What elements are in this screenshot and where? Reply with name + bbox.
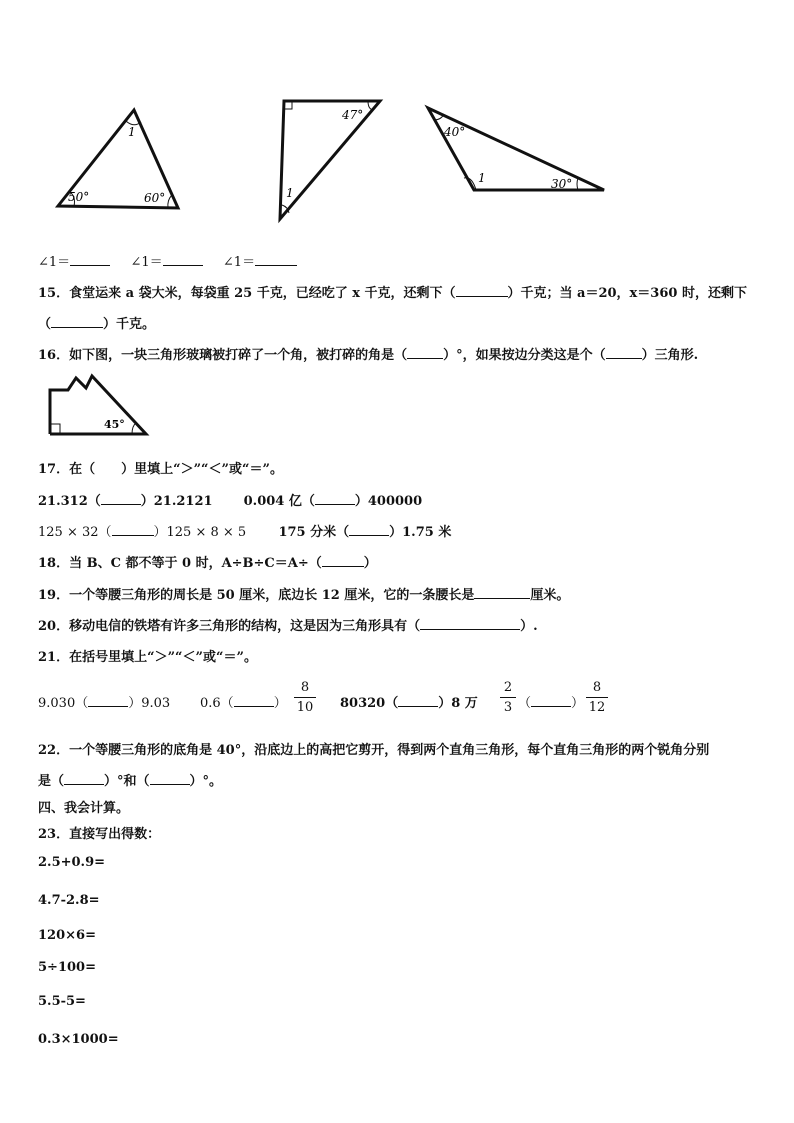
q15-blank-1[interactable] (456, 284, 508, 297)
tri3-angle-right: 30° (551, 177, 573, 191)
q17-r2b-right: ）1.75 米 (389, 525, 452, 540)
q21-d-frac1-den: 3 (503, 700, 513, 715)
angle-answers-row (38, 251, 297, 270)
tri1-angle-left: 50° (68, 190, 90, 204)
q22-line2 (38, 770, 222, 789)
q21-b-blank[interactable] (234, 694, 274, 707)
q20-blank[interactable] (420, 617, 520, 630)
q15-line1 (38, 282, 747, 301)
tri1-angle-top: 1 (128, 125, 136, 139)
q21-a-right: ）9.03 (128, 696, 171, 711)
q18-blank[interactable] (322, 554, 364, 567)
q21-title: 21．在括号里填上“＞”“＜”或“＝”。 (38, 650, 257, 665)
q23-item-6: 0.3×1000= (38, 1032, 119, 1047)
q17-r1a-right: ）21.2121 (140, 494, 213, 509)
tri1-angle-right: 60° (144, 191, 166, 205)
q18-line (38, 552, 377, 571)
q21-c-left: 80320（ (340, 696, 399, 711)
tri3-angle-bottom: 1 (478, 171, 486, 185)
q21-item-a (38, 692, 170, 711)
q23-item-3: 120×6= (38, 928, 96, 943)
q16-angle-label: 45° (104, 418, 125, 431)
q22-line1: 22．一个等腰三角形的底角是 40°，沿底边上的高把它剪开，得到两个直角三角形，每个直角三角形的两个锐角分别 (38, 743, 710, 758)
section-4-heading: 四、我会计算。 (38, 801, 130, 816)
angle-answer-label-3: ∠1＝ (222, 255, 256, 270)
broken-triangle-figure (44, 370, 154, 440)
q17-r2a-blank[interactable] (112, 523, 154, 536)
q15-line2 (38, 313, 155, 332)
angle-answer-label-2: ∠1＝ (130, 255, 163, 270)
q22-text-b: ）°和（ (104, 774, 150, 789)
q21-c-right: ）8 万 (438, 696, 478, 711)
q17-r1a-left: 21.312（ (38, 494, 101, 509)
q21-b-frac-num: 8 (300, 680, 310, 695)
q20-text-b: ）. (520, 619, 538, 634)
q21-d-left: （ (518, 696, 532, 711)
q21-c-blank[interactable] (398, 694, 438, 707)
q21-item-c (340, 692, 478, 711)
q20-text-a: 20．移动电信的铁塔有许多三角形的结构，这是因为三角形具有（ (38, 619, 421, 634)
q21-a-blank[interactable] (88, 694, 128, 707)
q23-item-5: 5.5-5= (38, 994, 86, 1009)
q21-item-b (200, 692, 287, 711)
q19-text-a: 19．一个等腰三角形的周长是 50 厘米，底边长 12 厘米，它的一条腰长是 (38, 588, 475, 603)
q15-blank-2[interactable] (51, 315, 103, 328)
q21-d-fraction-1 (500, 680, 516, 715)
q17-r1b-left: 0.004 亿（ (243, 494, 315, 509)
q17-r1a-blank[interactable] (101, 492, 141, 505)
angle-answer-label-1: ∠1＝ (38, 255, 71, 270)
q17-r1b-blank[interactable] (315, 492, 355, 505)
q23-item-2: 4.7-2.8= (38, 893, 100, 908)
triangle-figure-2 (270, 95, 390, 225)
q17-r2a-left: 125 × 32（ (38, 525, 112, 540)
q17-r2b-left: 175 分米（ (278, 525, 350, 540)
q21-b-right: ） (273, 696, 287, 711)
q21-d-frac1-num: 2 (503, 680, 513, 695)
q18-text-a: 18．当 B、C 都不等于 0 时，A÷B÷C＝A÷（ (38, 556, 322, 571)
q17-r2a-right: ）125 × 8 × 5 (153, 525, 247, 540)
q21-d-right: ） (571, 696, 585, 711)
tri3-angle-left: 40° (444, 125, 466, 139)
q17-r2b-blank[interactable] (349, 523, 389, 536)
triangle-figure-1 (50, 100, 190, 215)
triangle-figure-3 (420, 100, 615, 200)
q23-title: 23．直接写出得数： (38, 827, 161, 842)
q16-text-a: 16．如下图，一块三角形玻璃被打碎了一个角，被打碎的角是（ (38, 348, 408, 363)
q21-a-left: 9.030（ (38, 696, 89, 711)
q16-blank-2[interactable] (606, 346, 642, 359)
q19-line (38, 584, 569, 603)
q16-line (38, 344, 698, 363)
q21-d-fraction-2 (586, 680, 608, 715)
q23-item-1: 2.5+0.9= (38, 855, 106, 870)
q21-b-fraction (294, 680, 316, 715)
q23-item-4: 5÷100= (38, 960, 96, 975)
q21-d-frac2-num: 8 (592, 680, 602, 695)
q21-b-left: 0.6（ (200, 696, 234, 711)
angle-answer-blank-1[interactable] (70, 253, 110, 266)
q15-text-c: （ (38, 317, 52, 332)
angle-answer-blank-3[interactable] (255, 253, 297, 266)
q22-blank-2[interactable] (150, 772, 190, 785)
q17-row1 (38, 490, 422, 509)
q18-text-b: ） (363, 556, 377, 571)
q21-d-blank[interactable] (531, 694, 571, 707)
q17-row2 (38, 521, 451, 540)
q21-b-frac-den: 10 (296, 700, 314, 715)
q15-text-a: 15．食堂运来 a 袋大米，每袋重 25 千克，已经吃了 x 千克，还剩下（ (38, 286, 456, 301)
q21-d-frac2-den: 12 (588, 700, 606, 715)
q19-text-b: 厘米。 (530, 588, 570, 603)
q16-text-b: ）°，如果按边分类这是个（ (443, 348, 606, 363)
q21-item-d (518, 692, 584, 711)
tri2-angle-top-right: 47° (342, 108, 364, 122)
angle-answer-blank-2[interactable] (163, 253, 203, 266)
q22-text-c: ）°。 (189, 774, 223, 789)
q17-r1b-right: ）400000 (354, 494, 423, 509)
q17-title: 17．在（ ）里填上“＞”“＜”或“＝”。 (38, 462, 283, 477)
tri2-angle-bottom: 1 (286, 186, 294, 200)
q15-text-b: ）千克；当 a＝20，x＝360 时，还剩下 (507, 286, 747, 301)
q22-blank-1[interactable] (64, 772, 104, 785)
q15-text-d: ）千克。 (103, 317, 156, 332)
q22-text-a: 是（ (38, 774, 65, 789)
q20-line (38, 615, 538, 634)
q16-text-c: ）三角形. (641, 348, 699, 363)
q19-blank[interactable] (474, 586, 530, 599)
q16-blank-1[interactable] (407, 346, 443, 359)
